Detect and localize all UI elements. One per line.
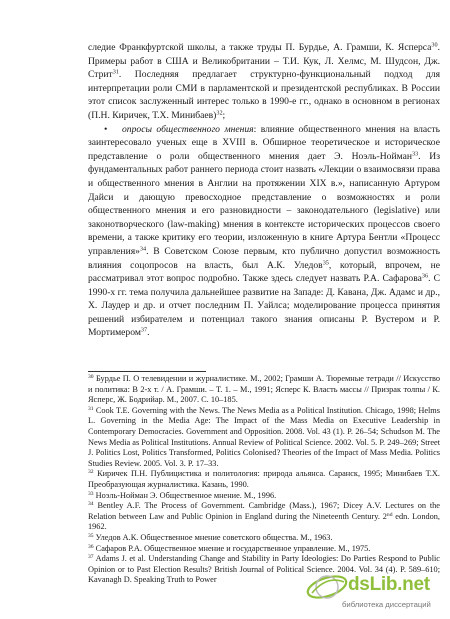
paragraph-2: • опросы общественного мнения: влияние общественного мнения на власть заинтересовало ученых еще в XVIII в. Обширное теоретическое и историческое представление о роли общественного мнения дает Э. Ноэль-Нойман$^{33}$. Из фундаментальных работ раннего периода стоит назвать «Лекции о взаимосвязи права и общественного мнения в Англии на протяжении XIX в.», написанную Артуром Дайси и дающую превосходное представление о возможностях и роли общественного мнения и его разновидности – законодательного (legislative) или законотворческого (law-making) мнения в контексте исторических процессов своего времени, а также критику его теории, изложенную в книге Артура Бентли «Процесс управления»$^{34}$. В Советском Союзе первым, кто публично допустил возможность влияния соцопросов на власть, был А.К. Уледов$^{35}$, который, впрочем, не рассматривал этот вопрос подробно. Также здесь следует назвать Р.А. Сафарова$^{36}$. С 1990-х гг. тема получила дальнейшее развитие на Западе: Д. Кавана, Дж. Адамс и др., Х. Лаудер и др. и отчет последним П. Уайлса; моделирование процесса принятия решений избирателем и потенциал такого знания описаны Р. Вустером и Р. Мортимером$^{37}$. [88,123,441,339]
footnote-ref-31[interactable]: 31 [112,68,119,76]
footnote-30: $^{30}$ Бурдье П. О телевидении и журналистике. М., 2002; Грамши А. Тюремные тетради // Искусство и политика: В 2-х т. / А. Грамши. – Т. 1. – М., 1991; Ясперс К. Власть массы // Призрак толпы / К. Ясперс, Ж. Бодрийар. М., 2007. С. 10–185. [88,374,440,405]
dslib-logo-icon [304,573,350,601]
dslib-watermark[interactable] [304,573,442,613]
footnote-ref-32[interactable]: 32 [216,109,223,117]
watermark-brand: dsLib.net [348,574,430,595]
main-text [88,41,440,340]
footnote-ref-30[interactable]: 30 [431,41,438,49]
footnote-ref-37[interactable]: 37 [140,326,148,334]
watermark-tagline: библиотека диссертаций [342,600,431,609]
footnote-ref-36[interactable]: 36 [421,272,429,280]
footnotes [88,374,440,586]
footnote-ref-35[interactable]: 35 [322,259,329,266]
footnote-33: $^{33}$ Ноэль-Нойман Э. Общественное мнение. М., 1996. [88,490,277,500]
footnote-37: $^{37}$ Adams J. et al. Understanding Change and Stability in Party Ideologies: Do Parties Respond to Public Opinion or to Past Election Results? British Journal of Political Science. 2004. Vol. 34 (4). P. 589–610; Kavanagh D. Speaking Truth to Power [88,554,440,585]
footnote-36: $^{36}$ Сафаров Р.А. Общественное мнение и государственное управление. М., 1975. [88,543,371,553]
footnote-separator [88,371,206,372]
bullet-marker: • [104,123,108,135]
footnote-ref-33[interactable]: 33 [411,150,419,158]
footnote-34: $^{34}$ Bentley A.F. The Process of Government. Cambridge (Mass.), 1967; Dicey A.V. Lectures on the Relation between Law and Public Opinion in England during the Nineteenth Century. 2nd edn. London, 1962. [88,501,440,532]
footnote-32: $^{32}$ Киричек П.Н. Публицистика и политология: природа альянса. Саранск, 1995; Минибаев Т.Х. Преобразующая журналистика. Казань, 1990. [88,469,440,489]
footnote-ref-34[interactable]: 34 [139,245,147,253]
footnote-31: $^{31}$ Cook T.E. Governing with the News. The News Media as a Political Institution. Chicago, 1998; Helms L. Governing in the Media Age: The Impact of the Mass Media on Executive Leadership in Contemporary Democracies. Government and Opposition. 2008. Vol. 43 (1). P. 26–54; Schudson M. The News Media as Political Institutions. Annual Review of Political Science. 2002. Vol. 5. P. 249–269; Street J. Politics Lost, Politics Transformed, Politics Colonised? Theories of the Impact of Mass Media. Politics Studies Review. 2005. Vol. 3. P. 17–33. [88,405,440,468]
paragraph-1: следие Франкфуртской школы, а также труды П. Бурдье, А. Грамши, К. Ясперса$^{30}$. Примеры работ в США и Великобритании – Т.И. Кук, Л. Хелмс, М. Шудсон, Дж. Стрит$^{31}$. Последняя предлагает структурно-функциональный подход для интерпретации роли СМИ в парламентской и президентской республиках. В России этот список заслуженный интерес только в 1990-е гг., однако в основном в регионах (П.Н. Киричек, Т.Х. Минибаев)$^{32}$; [88,41,440,121]
footnote-35: $^{35}$ Уледов А.К. Общественное мнение советского общества. М., 1963. [88,532,333,542]
term-public-opinion-polls: опросы общественного мнения [122,123,254,135]
